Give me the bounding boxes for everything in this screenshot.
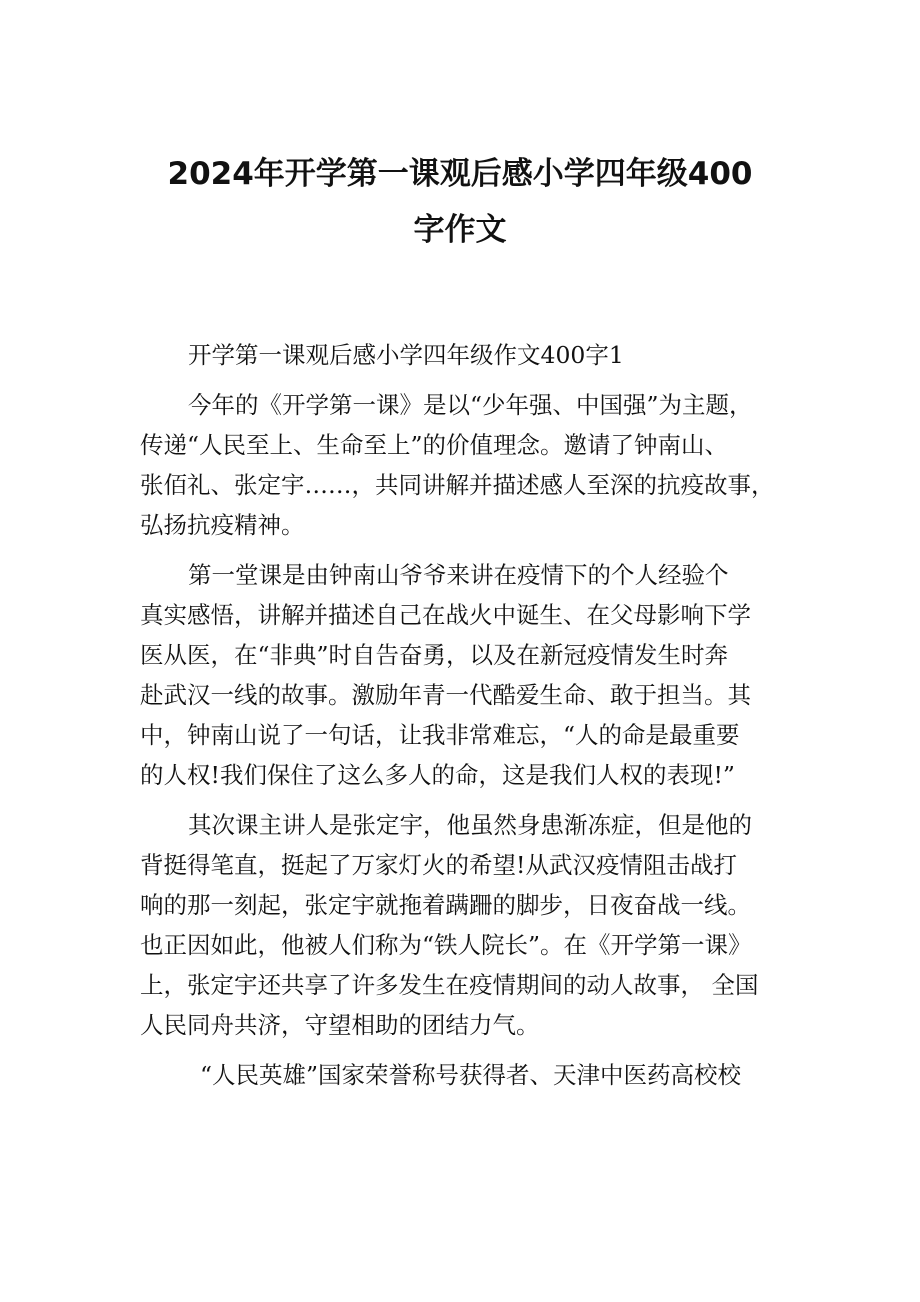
paragraph-2 (140, 555, 800, 795)
paragraph-line: 中，钟南山说了一句话，让我非常难忘，“人的命是最重要 (140, 721, 740, 749)
paragraph-line: 弘扬抗疫精神。 (140, 511, 305, 539)
title-line-2: 字作文 (413, 212, 507, 248)
paragraph-4 (140, 1055, 800, 1095)
paragraph-line: 人民同舟共济，守望相助的团结力气。 (140, 1011, 540, 1039)
title-line-1: 2024年开学第一课观后感小学四年级400 (167, 156, 753, 192)
document-body (140, 335, 800, 1095)
paragraph-line: 背挺得笔直，挺起了万家灯火的希望!从武汉疫情阻击战打 (140, 851, 737, 879)
paragraph-line: 传递“人民至上、生命至上”的价值理念。邀请了钟南山、 (140, 431, 729, 459)
paragraph-3 (140, 805, 800, 1045)
paragraph-line: 今年的《开学第一课》是以“少年强、中国强”为主题， (188, 391, 753, 419)
paragraph-line: 响的那一刻起，张定宇就拖着蹒跚的脚步，日夜奋战一线。 (140, 891, 751, 919)
paragraph-1 (140, 385, 800, 545)
heading-line: 开学第一课观后感小学四年级作文400字1 (188, 341, 624, 369)
paragraph-line: 其次课主讲人是张定宇，他虽然身患渐冻症，但是他的 (188, 811, 752, 839)
paragraph-line: “人民英雄”国家荣誉称号获得者、天津中医药高校校 (200, 1061, 742, 1089)
paragraph-line: 也正因如此，他被人们称为“铁人院长”。在《开学第一课》 (140, 931, 752, 959)
paragraph-line: 赴武汉一线的故事。激励年青一代酷爱生命、敢于担当。其 (140, 681, 751, 709)
paragraph-line: 真实感悟，讲解并描述自己在战火中诞生、在父母影响下学 (140, 601, 751, 629)
section-heading (140, 335, 800, 375)
paragraph-line: 医从医，在“非典”时自告奋勇，以及在新冠疫情发生时奔 (140, 641, 729, 669)
paragraph-line: 上，张定宇还共享了许多发生在疫情期间的动人故事， 全国 (140, 971, 759, 999)
paragraph-line: 张佰礼、张定宇……，共同讲解并描述感人至深的抗疫故事， (140, 471, 775, 499)
paragraph-line: 第一堂课是由钟南山爷爷来讲在疫情下的个人经验个 (188, 561, 729, 589)
paragraph-line: 的人权!我们保住了这么多人的命，这是我们人权的表现!” (140, 761, 735, 789)
document-title (100, 146, 820, 258)
